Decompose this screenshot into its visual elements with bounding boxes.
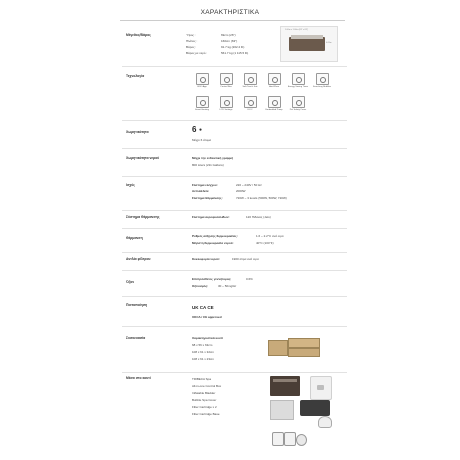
spec-value: 69cm (26") bbox=[221, 33, 236, 37]
diagram-width-label: 1.60m x 1.60m (63" x 63") bbox=[285, 29, 309, 31]
box-medium bbox=[288, 338, 320, 348]
title-divider bbox=[120, 20, 345, 21]
box-small bbox=[288, 348, 320, 357]
spa-top bbox=[291, 35, 323, 39]
packaging-boxes-image bbox=[268, 334, 322, 358]
feature-control-box: Control Box bbox=[214, 73, 238, 88]
pump-icon bbox=[268, 96, 281, 108]
water-capacity-volume: 800 Liters (211 Gallons) bbox=[192, 163, 224, 167]
label-dimensions: Μέγεθος/Βάρος bbox=[126, 33, 151, 37]
filter-value: 1900 λίτρα ανά ώρα bbox=[232, 257, 259, 261]
packaging-title: Χαρακτηριστικά κουτί bbox=[192, 336, 223, 340]
row-capacity bbox=[122, 120, 347, 149]
spa-dimension-diagram bbox=[280, 26, 338, 62]
filter-cartridges-image bbox=[272, 428, 306, 446]
heating-icon bbox=[196, 96, 209, 108]
spa-illustration bbox=[289, 37, 325, 51]
box-large bbox=[268, 340, 288, 356]
label-filter-pump: Αντλία φίλτρου bbox=[126, 257, 151, 261]
uvc-icon bbox=[244, 96, 257, 108]
feature-smart-heating: Smart Heating bbox=[190, 96, 214, 111]
certification-marks-icon: UK CA CE bbox=[192, 305, 214, 310]
label-technology: Τεχνολογία bbox=[126, 74, 145, 78]
spec-value: 160cm (63") bbox=[221, 39, 238, 43]
power-key: Αντλία/Jets: bbox=[192, 189, 210, 193]
feature-uvc: UV-C bbox=[238, 96, 262, 111]
label-certification: Πιστοποίηση bbox=[126, 303, 148, 307]
wifi-icon bbox=[196, 73, 209, 85]
temp-key: Μέγιστη θερμοκρασία νερού: bbox=[192, 241, 234, 245]
feature-scorching-bubbles: Scorching Bubbles bbox=[310, 73, 334, 88]
in-box-item: Filter Cartridge Base bbox=[192, 412, 220, 416]
row-heating-system bbox=[122, 210, 347, 229]
packaging-dim: 108 x 61 x 23cm bbox=[192, 357, 215, 361]
control-box-image bbox=[310, 376, 332, 400]
spec-key: Πλάτος : bbox=[186, 39, 198, 43]
row-temperature bbox=[122, 228, 347, 253]
spec-key: Ύψος : bbox=[186, 33, 196, 37]
ozone-key: Οζονισμός: bbox=[192, 284, 209, 288]
timer-icon bbox=[292, 73, 305, 85]
row-certification bbox=[122, 296, 347, 327]
filter-base-image bbox=[318, 416, 332, 428]
certification-text: UKCA / CE approved bbox=[192, 315, 222, 319]
lcd-icon bbox=[220, 96, 233, 108]
power-key: Σύστημα ελέγχου: bbox=[192, 183, 218, 187]
packaging-dim: 68 x 56 x 63cm bbox=[192, 343, 213, 347]
label-power: Ισχύς bbox=[126, 183, 135, 187]
in-box-item: TRIBECA Spa bbox=[192, 377, 212, 381]
spec-key: Βάρος : bbox=[186, 45, 197, 49]
heating-key: Σύστημα αεροφυσαλίδων: bbox=[192, 215, 230, 219]
feature-lcd-settings: LCD Settings bbox=[214, 96, 238, 111]
water-capacity-line: Μέχρι την ενδεικτική γραμμή bbox=[192, 156, 234, 160]
in-box-item: All-in-one Control Box bbox=[192, 384, 222, 388]
spa-cover-image bbox=[300, 400, 330, 416]
capacity-value: 6 bbox=[192, 125, 197, 134]
label-ozone: Όζον bbox=[126, 280, 135, 284]
label-capacity: Χωρητικότητα bbox=[126, 130, 149, 134]
power-value: 220 ~ 240V / 50 Hz bbox=[236, 183, 262, 187]
row-power bbox=[122, 176, 347, 211]
in-box-item: Bubble Spa Cover bbox=[192, 398, 217, 402]
label-temperature: Θέρμανση bbox=[126, 236, 143, 240]
ozone-value: 30 ~ 50mg/Hr bbox=[218, 284, 237, 288]
power-value: 720W ~ 3 levels (500W, 500W, 720W) bbox=[236, 196, 287, 200]
heating-value: 120 Πίδακες (Jets) bbox=[246, 215, 271, 219]
spec-key: Βάρος με νερό : bbox=[186, 51, 208, 55]
spec-value: 91.7 kg (202.2 lb) bbox=[221, 45, 245, 49]
floor-icon bbox=[268, 73, 281, 85]
jets-icon bbox=[244, 73, 257, 85]
cover-icon bbox=[292, 96, 305, 108]
row-water-capacity bbox=[122, 148, 347, 177]
ozone-key: Επιπρόσθετος γεννήτορας: bbox=[192, 277, 232, 281]
label-in-box: Μέσα στο κουτί bbox=[126, 376, 151, 380]
page-title: ΧΑΡΑΚΤΗΡΙΣΤΙΚΑ bbox=[200, 9, 260, 16]
temp-key: Ρυθμός αύξησης θερμοκρασίας: bbox=[192, 234, 238, 238]
feature-energy-saving-timer: Energy Saving Timer bbox=[286, 73, 310, 88]
label-water-capacity: Χωρητικότητα νερού bbox=[126, 156, 160, 160]
feature-wifi-app: Wi-Fi App bbox=[190, 73, 214, 88]
power-key: Σύστημα Θέρμανσης: bbox=[192, 196, 223, 200]
feature-hard-floor: Hard Floor bbox=[262, 73, 286, 88]
person-icon: ● bbox=[199, 127, 203, 133]
ozone-value: 0.6% bbox=[246, 277, 253, 281]
inflatable-bladder-image bbox=[270, 400, 294, 420]
temp-value: 1.6 ~ 2.2°C ανά ώρα bbox=[256, 234, 284, 238]
spec-value: 561.7 kg (1 115.5 lb) bbox=[221, 51, 249, 55]
row-filter-pump bbox=[122, 252, 347, 271]
feature-soft-touch-jets: Soft-Touch Jets bbox=[238, 73, 262, 88]
feature-pet-safety-cover: Pet Safety Cover bbox=[286, 96, 310, 111]
in-box-item: Filter Cartridge x 2 bbox=[192, 405, 217, 409]
control-box-icon bbox=[220, 73, 233, 85]
diagram-height-label: 0.69m bbox=[326, 42, 332, 44]
filter-key: Κυκλοφορία νερού: bbox=[192, 257, 220, 261]
feature-embedded-pump: Embedded Pump bbox=[262, 96, 286, 111]
temp-value: 40°C (104°F) bbox=[256, 241, 274, 245]
bubbles-icon bbox=[316, 73, 329, 85]
power-value: 2000W bbox=[236, 189, 246, 193]
capacity-note: Μέχρι 6 άτομα bbox=[192, 138, 212, 142]
spa-tub-image bbox=[270, 376, 300, 396]
label-heating-system: Σύστημα Θέρμανσης bbox=[126, 215, 160, 219]
label-packaging: Συσκευασία bbox=[126, 336, 146, 340]
packaging-dim: 108 x 61 x 32cm bbox=[192, 350, 215, 354]
in-box-item: Inflatable Bladder bbox=[192, 391, 216, 395]
